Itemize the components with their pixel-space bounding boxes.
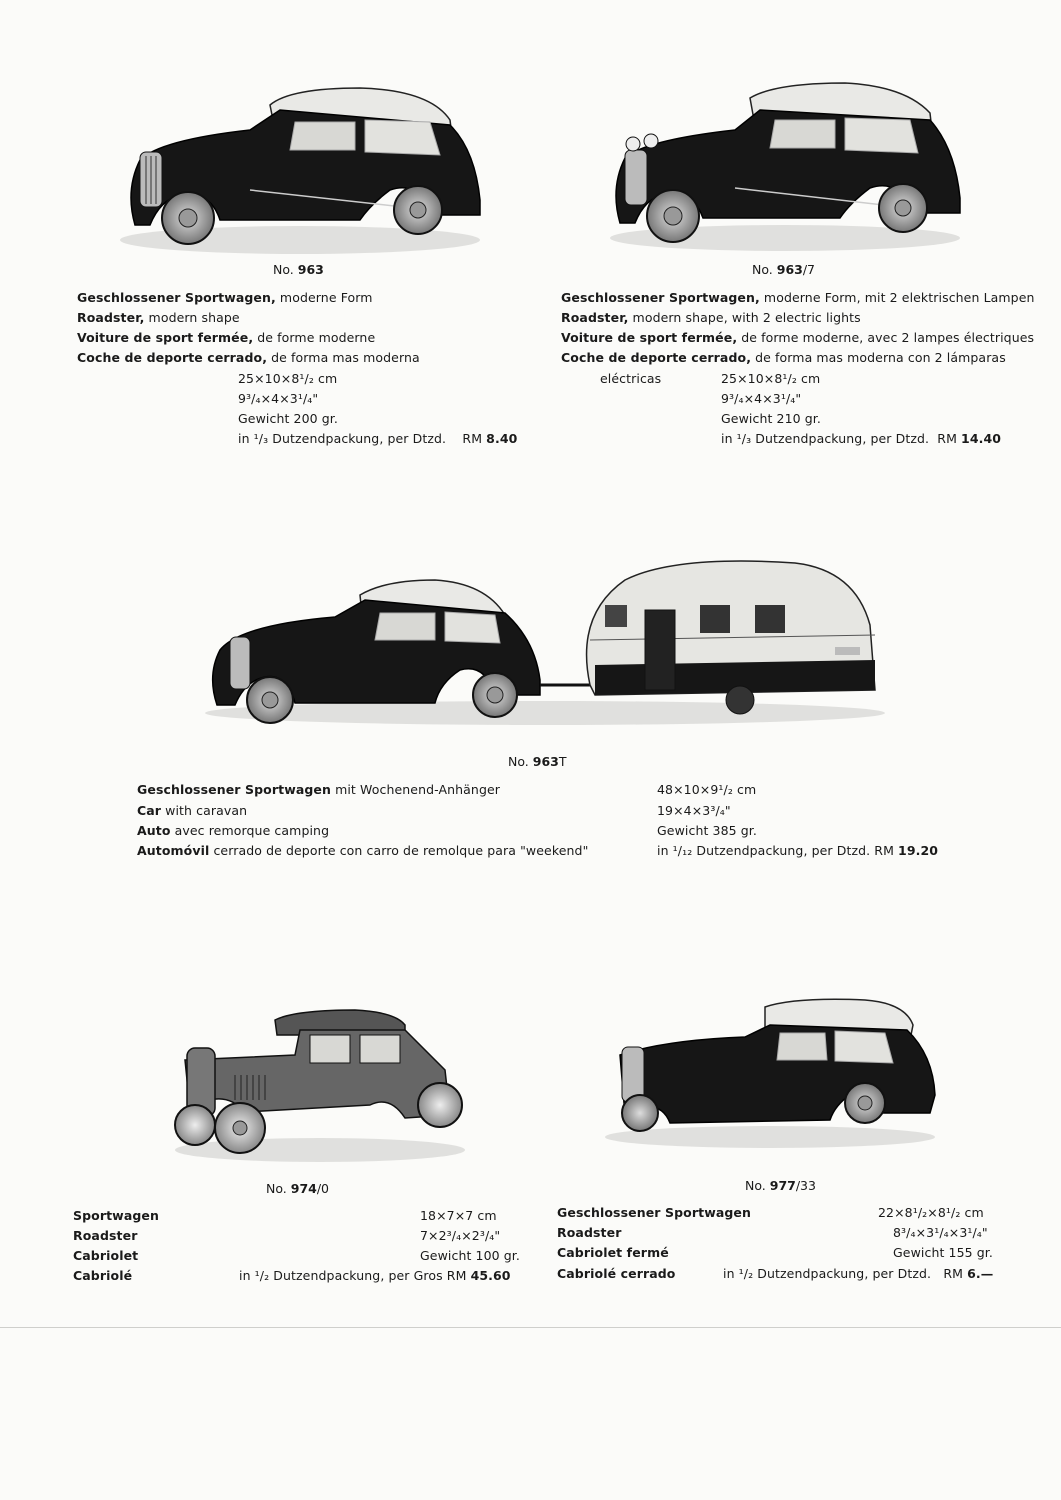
desc-line-de: Geschlossener Sportwagen mit Wochenend-Anhänger (137, 782, 501, 797)
desc-line-fr: Voiture de sport fermée, de forme moderne (77, 330, 376, 345)
desc-line-en: Roadster (557, 1225, 622, 1240)
desc-line-fr: Cabriolet (73, 1248, 139, 1263)
weight: Gewicht 100 gr. (420, 1248, 520, 1263)
packing-price: in ¹/₂ Dutzendpackung, per Dtzd. RM 6.— (723, 1266, 994, 1281)
packing-price: in ¹/₁₂ Dutzendpackung, per Dtzd. RM 19.20 (657, 843, 939, 858)
dimensions-in: 9³/₄×4×3¹/₄" (721, 391, 802, 406)
item-number-974-0: No. 974/0 (266, 1181, 330, 1196)
weight: Gewicht 155 gr. (893, 1245, 993, 1260)
dimensions-cm: 25×10×8¹/₂ cm (721, 371, 821, 386)
dimensions-in: 7×2³/₄×2³/₄" (420, 1228, 501, 1243)
weight: Gewicht 385 gr. (657, 823, 757, 838)
weight: Gewicht 200 gr. (238, 411, 338, 426)
desc-line-en: Car with caravan (137, 803, 248, 818)
desc-line-de: Sportwagen (73, 1208, 159, 1223)
desc-line-en: Roadster, modern shape (77, 310, 240, 325)
dimensions-cm: 48×10×9¹/₂ cm (657, 782, 757, 797)
dimensions-in: 19×4×3³/₄" (657, 803, 731, 818)
sedan-with-lamps-illustration (585, 78, 975, 253)
page-edge-rule (0, 1327, 1061, 1328)
desc-line-es: Coche de deporte cerrado, de forma mas moderna (77, 350, 420, 365)
desc-line-es: Cabriolé cerrado (557, 1266, 676, 1281)
closed-sport-car-illustration (595, 995, 945, 1150)
desc-line-en: Roadster, modern shape, with 2 electric lights (561, 310, 861, 325)
coupe-toy-car-illustration (165, 1000, 475, 1165)
dimensions-cm: 22×8¹/₂×8¹/₂ cm (878, 1205, 984, 1220)
dimensions-in: 8³/₄×3¹/₄×3¹/₄" (893, 1225, 988, 1240)
desc-line-es: Automóvil cerrado de deporte con carro de remolque para "weekend" (137, 843, 589, 858)
desc-continuation: eléctricas (600, 371, 662, 386)
desc-line-es: Cabriolé (73, 1268, 133, 1283)
desc-line-de: Geschlossener Sportwagen (557, 1205, 751, 1220)
sedan-toy-car-illustration (100, 80, 500, 255)
packing-price: in ¹/₃ Dutzendpackung, per Dtzd. RM 8.40 (238, 431, 518, 446)
desc-line-fr: Auto avec remorque camping (137, 823, 330, 838)
weight: Gewicht 210 gr. (721, 411, 821, 426)
desc-line-fr: Cabriolet fermé (557, 1245, 669, 1260)
desc-line-de: Geschlossener Sportwagen, moderne Form (77, 290, 373, 305)
item-number-963: No. 963 (273, 262, 324, 277)
dimensions-cm: 25×10×8¹/₂ cm (238, 371, 338, 386)
dimensions-in: 9³/₄×4×3¹/₄" (238, 391, 319, 406)
item-number-977-33: No. 977/33 (745, 1178, 816, 1193)
packing-price: in ¹/₂ Dutzendpackung, per Gros RM 45.60 (239, 1268, 511, 1283)
packing-price: in ¹/₃ Dutzendpackung, per Dtzd. RM 14.40 (721, 431, 1002, 446)
desc-line-es: Coche de deporte cerrado, de forma mas moderna con 2 lámparas (561, 350, 1006, 365)
desc-line-fr: Voiture de sport fermée, de forme moderne, avec 2 lampes électriques (561, 330, 1035, 345)
car-with-caravan-illustration (195, 555, 895, 730)
desc-line-en: Roadster (73, 1228, 138, 1243)
desc-line-de: Geschlossener Sportwagen, moderne Form, mit 2 elektrischen Lampen (561, 290, 1035, 305)
item-number-963T: No. 963T (508, 754, 567, 769)
dimensions-cm: 18×7×7 cm (420, 1208, 497, 1223)
item-number-963-7: No. 963/7 (752, 262, 816, 277)
